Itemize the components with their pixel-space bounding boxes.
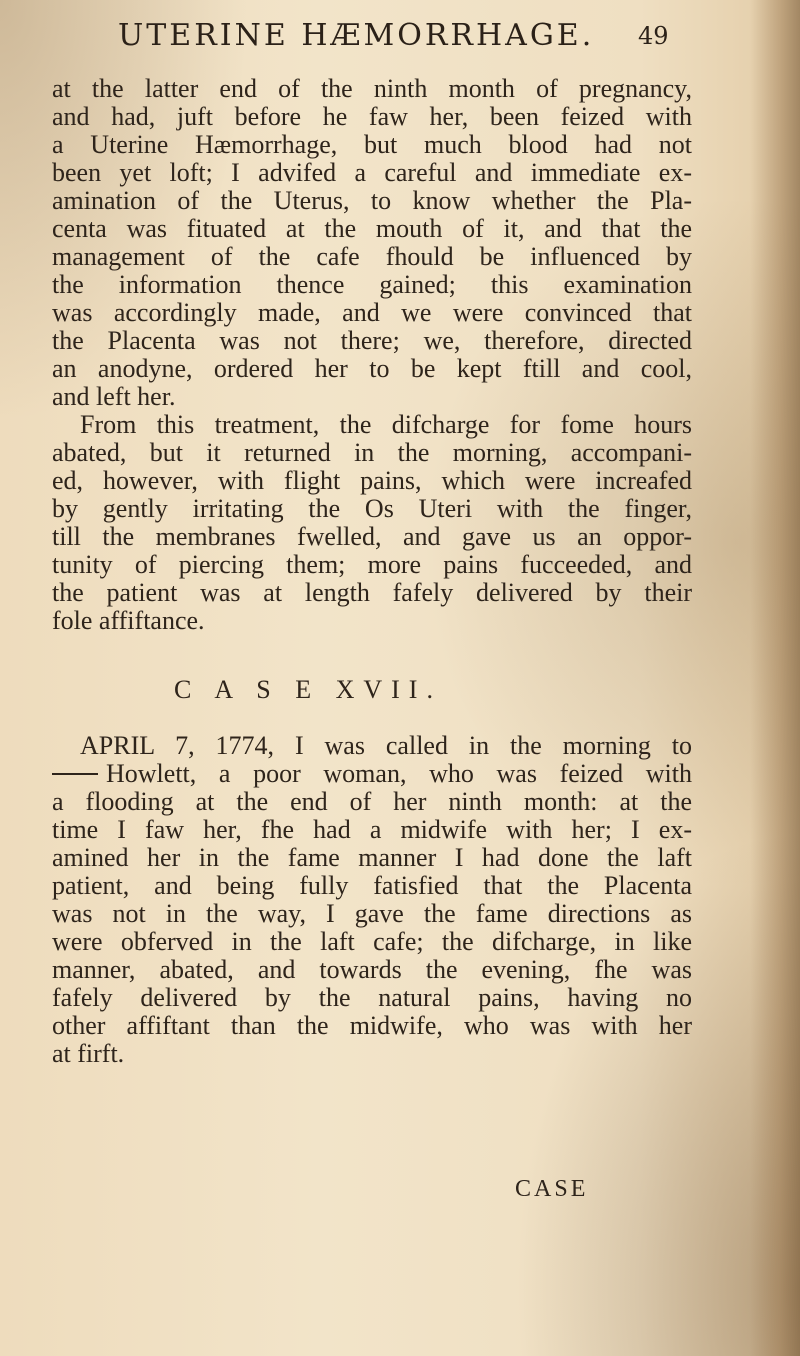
- text-line: by gently irritating the Os Uteri with the finger,: [52, 495, 692, 523]
- text-line: were obferved in the laft cafe; the difcharge, in like: [52, 928, 692, 956]
- text-line: patient, and being fully fatisfied that the Placenta: [52, 872, 692, 900]
- text-line: other affiftant than the midwife, who was with her: [52, 1012, 692, 1040]
- text-line: the patient was at length fafely delivered by their: [52, 579, 692, 607]
- text-line: at the latter end of the ninth month of pregnancy,: [52, 75, 692, 103]
- running-head: [118, 18, 678, 53]
- catchword: CASE: [515, 1176, 589, 1202]
- running-head-title: UTERINE HÆMORRHAGE.: [118, 18, 595, 53]
- text-line: centa was fituated at the mouth of it, and that the: [52, 215, 692, 243]
- text-line-with-dash: [52, 760, 692, 788]
- text-line: at firft.: [52, 1039, 125, 1068]
- page-edge-shadow: [750, 0, 800, 1356]
- text-line: a flooding at the end of her ninth month: at the: [52, 788, 692, 816]
- text-line: abated, but it returned in the morning, accompani-: [52, 439, 692, 467]
- text-line: Howlett, a poor woman, who was feized with: [106, 760, 692, 788]
- text-line: time I faw her, fhe had a midwife with her; I ex-: [52, 816, 692, 844]
- text-line: management of the cafe fhould be influenced by: [52, 243, 692, 271]
- page-number: 49: [638, 22, 669, 50]
- paragraph-2: [52, 411, 692, 635]
- case-heading: C A S E XVII.: [174, 675, 442, 704]
- text-line: APRIL 7, 1774, I was called in the morning to: [80, 732, 692, 760]
- text-line: amined her in the fame manner I had done the laft: [52, 844, 692, 872]
- text-line: the information thence gained; this examination: [52, 271, 692, 299]
- paragraph-3: [52, 732, 692, 1068]
- paragraph-1: [52, 75, 692, 411]
- text-line: was not in the way, I gave the fame directions as: [52, 900, 692, 928]
- text-line: the Placenta was not there; we, therefore, directed: [52, 327, 692, 355]
- text-line: and left her.: [52, 382, 176, 411]
- text-line: a Uterine Hæmorrhage, but much blood had not: [52, 131, 692, 159]
- text-line: till the membranes fwelled, and gave us an oppor-: [52, 523, 692, 551]
- text-line: manner, abated, and towards the evening, fhe was: [52, 956, 692, 984]
- text-line: fole affiftance.: [52, 606, 205, 635]
- text-line: an anodyne, ordered her to be kept ftill and cool,: [52, 355, 692, 383]
- text-line: From this treatment, the difcharge for fome hours: [80, 411, 692, 439]
- text-line: was accordingly made, and we were convinced that: [52, 299, 692, 327]
- text-line: been yet loft; I advifed a careful and immediate ex-: [52, 159, 692, 187]
- text-line: tunity of piercing them; more pains fucceeded, and: [52, 551, 692, 579]
- text-line: and had, juft before he faw her, been feized with: [52, 103, 692, 131]
- text-line: ed, however, with flight pains, which were increafed: [52, 467, 692, 495]
- text-line: amination of the Uterus, to know whether the Pla-: [52, 187, 692, 215]
- text-line: fafely delivered by the natural pains, having no: [52, 984, 692, 1012]
- name-blank-dash: [52, 773, 98, 775]
